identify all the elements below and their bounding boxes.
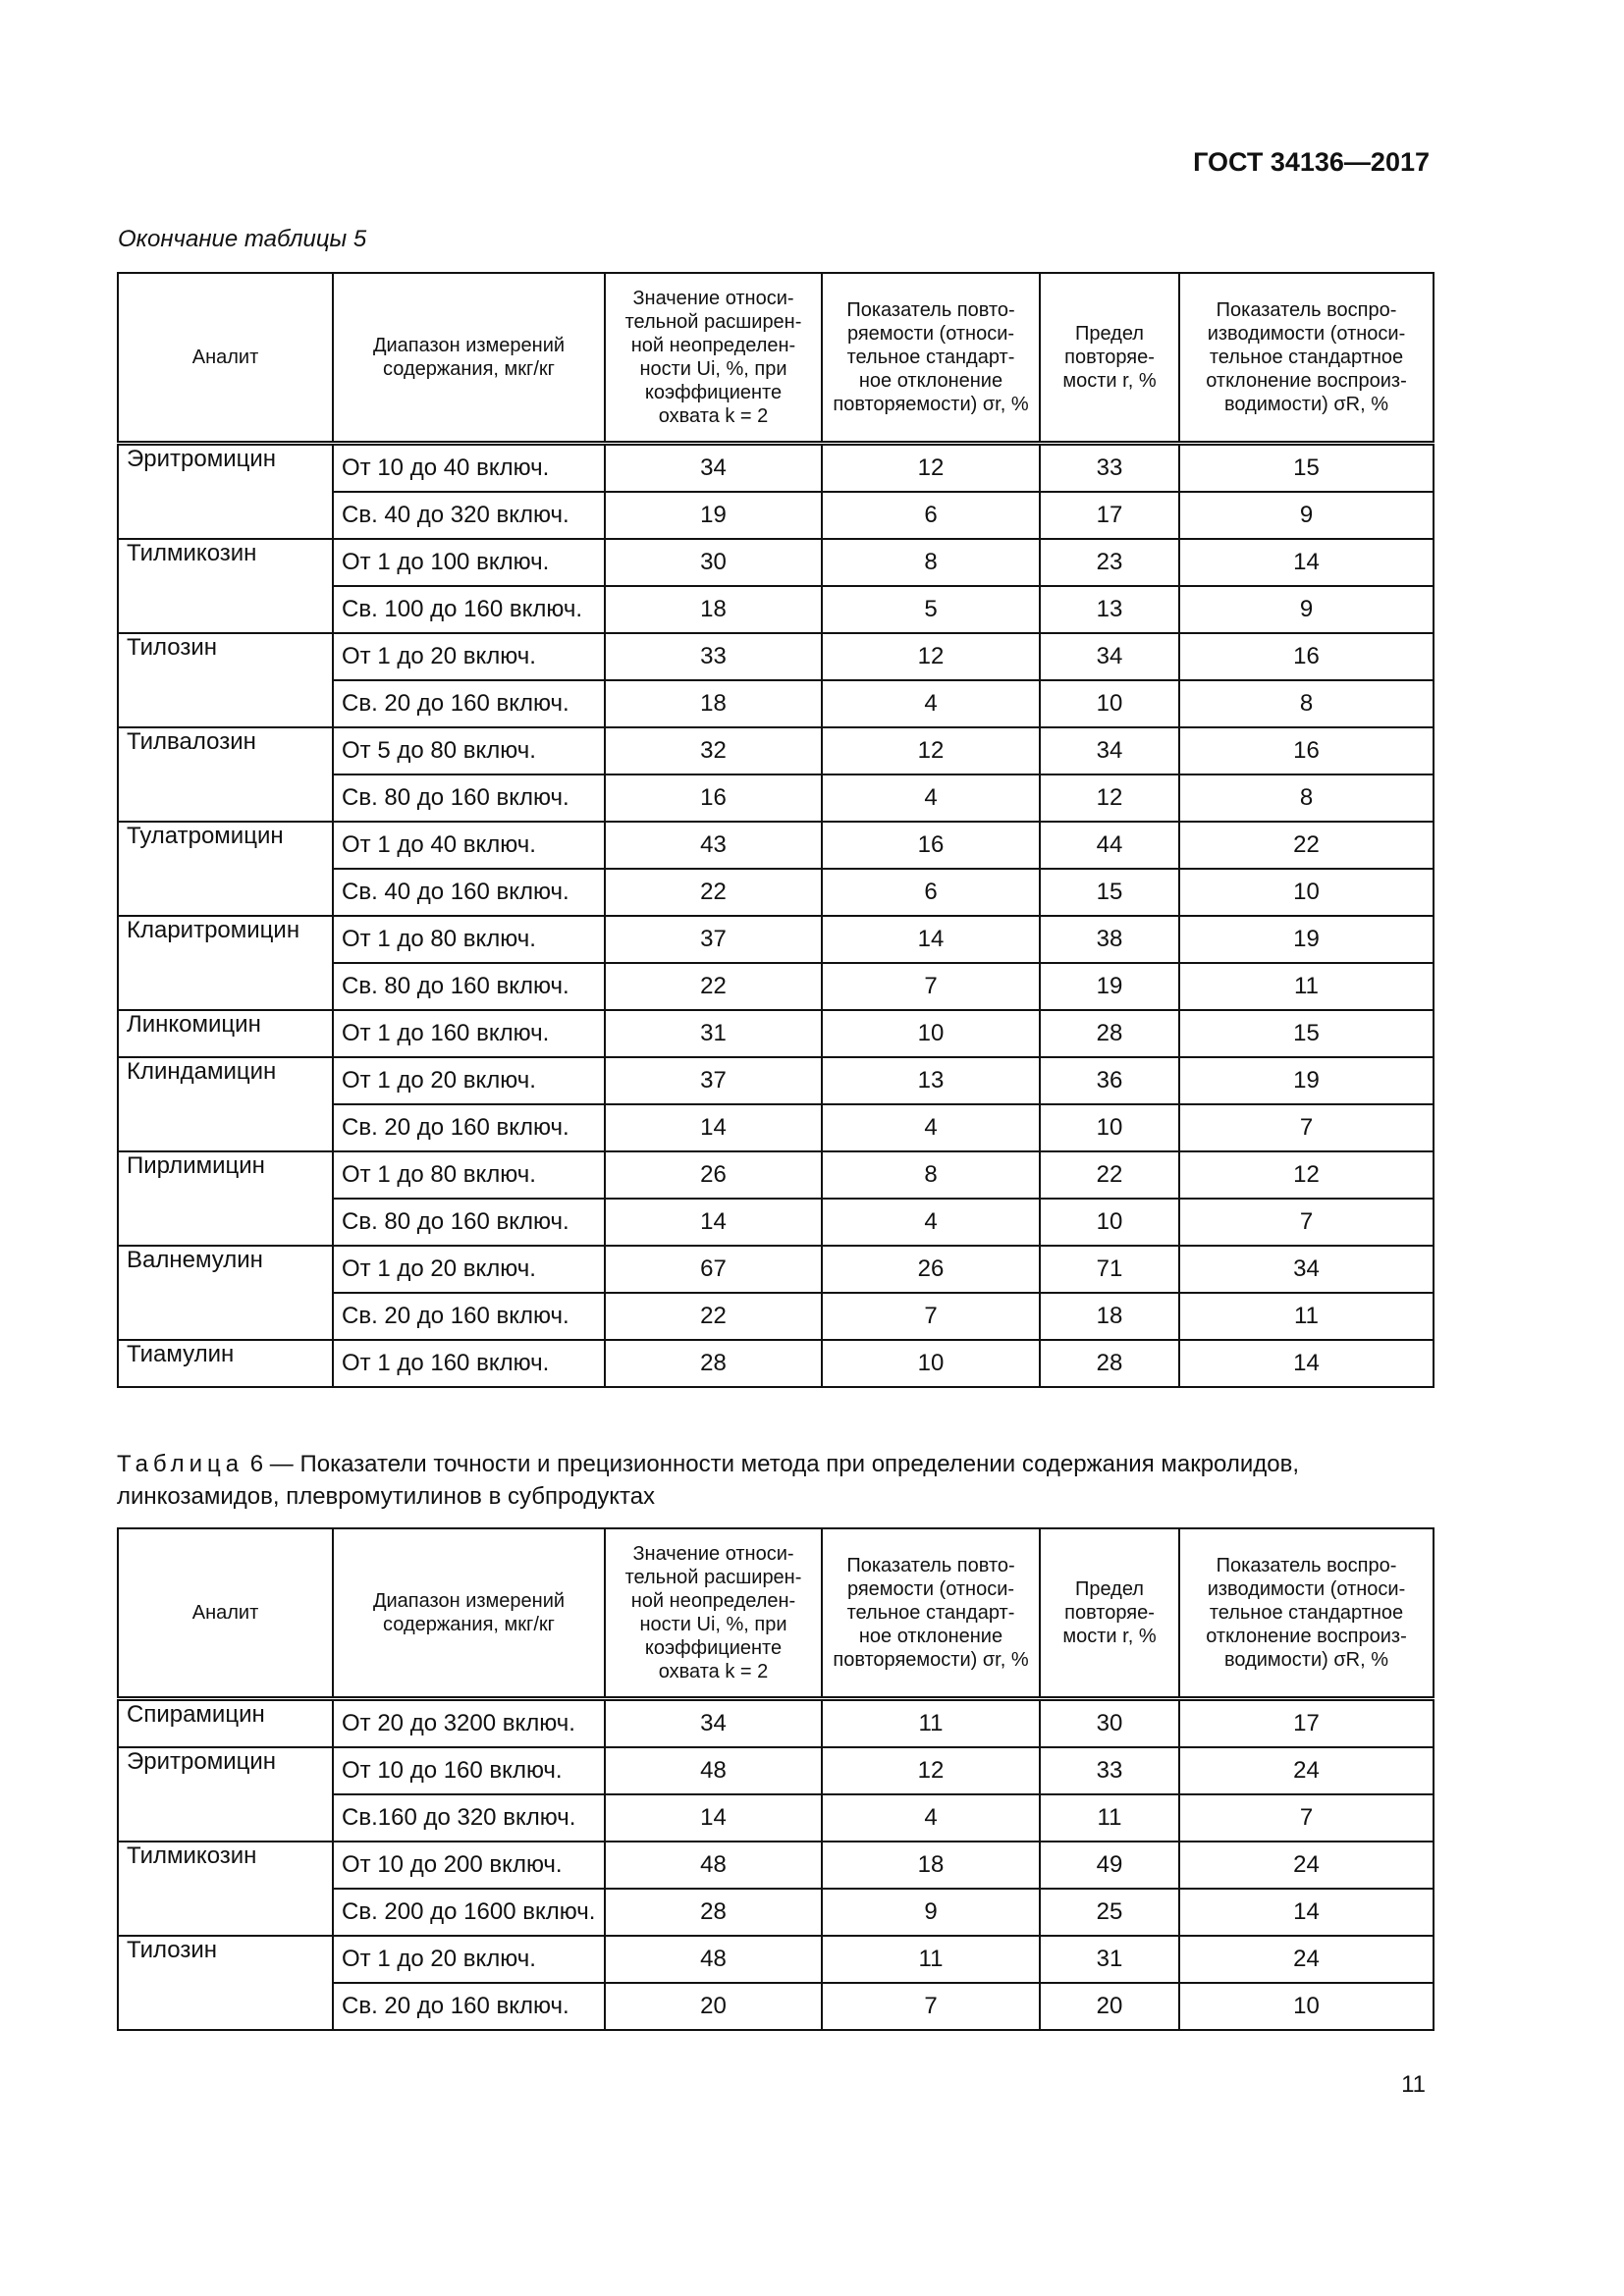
- reproducibility-index-cell: 11: [1179, 1293, 1434, 1340]
- table5-body: [118, 444, 1434, 1388]
- uncertainty-cell: 16: [605, 774, 822, 822]
- reproducibility-index-cell: 15: [1179, 1010, 1434, 1057]
- reproducibility-index-cell: 14: [1179, 1889, 1434, 1936]
- repeatability-limit-cell: 25: [1040, 1889, 1179, 1936]
- reproducibility-index-cell: 9: [1179, 586, 1434, 633]
- repeatability-index-cell: 6: [822, 492, 1040, 539]
- repeatability-index-cell: 7: [822, 1983, 1040, 2030]
- col-header-analyte: Аналит: [118, 1528, 333, 1699]
- analyte-cell: Тиамулин: [118, 1340, 333, 1387]
- analyte-cell: Тилозин: [118, 1936, 333, 2030]
- col-header-uncertainty: Значение относи-тельной расширен-ной неопределен-ности Ui, %, при коэффициенте охвата k = 2: [605, 273, 822, 444]
- repeatability-limit-cell: 28: [1040, 1010, 1179, 1057]
- range-cell: От 20 до 3200 включ.: [333, 1699, 605, 1748]
- repeatability-limit-cell: 34: [1040, 727, 1179, 774]
- analyte-cell: Спирамицин: [118, 1699, 333, 1748]
- repeatability-limit-cell: 49: [1040, 1842, 1179, 1889]
- range-cell: От 10 до 160 включ.: [333, 1747, 605, 1794]
- range-cell: От 1 до 160 включ.: [333, 1340, 605, 1387]
- repeatability-limit-cell: 33: [1040, 1747, 1179, 1794]
- table-row: [118, 1151, 1434, 1199]
- uncertainty-cell: 67: [605, 1246, 822, 1293]
- reproducibility-index-cell: 19: [1179, 1057, 1434, 1104]
- reproducibility-index-cell: 11: [1179, 963, 1434, 1010]
- range-cell: От 10 до 40 включ.: [333, 444, 605, 493]
- analyte-cell: Кларитромицин: [118, 916, 333, 1010]
- col-header-reproducibility-index: Показатель воспро-изводимости (относи-тельное стандартное отклонение воспроиз-водимости) σR, %: [1179, 273, 1434, 444]
- repeatability-limit-cell: 13: [1040, 586, 1179, 633]
- uncertainty-cell: 43: [605, 822, 822, 869]
- range-cell: Св. 200 до 1600 включ.: [333, 1889, 605, 1936]
- repeatability-index-cell: 26: [822, 1246, 1040, 1293]
- repeatability-index-cell: 4: [822, 680, 1040, 727]
- analyte-cell: Валнемулин: [118, 1246, 333, 1340]
- repeatability-index-cell: 16: [822, 822, 1040, 869]
- range-cell: От 1 до 100 включ.: [333, 539, 605, 586]
- repeatability-index-cell: 12: [822, 1747, 1040, 1794]
- page-number: 11: [1401, 2071, 1426, 2098]
- repeatability-index-cell: 7: [822, 963, 1040, 1010]
- uncertainty-cell: 31: [605, 1010, 822, 1057]
- table5-header-row: [118, 273, 1434, 444]
- table6-caption: [117, 1448, 1433, 1513]
- uncertainty-cell: 22: [605, 1293, 822, 1340]
- range-cell: Св. 80 до 160 включ.: [333, 774, 605, 822]
- reproducibility-index-cell: 12: [1179, 1151, 1434, 1199]
- reproducibility-index-cell: 8: [1179, 774, 1434, 822]
- table6-body: [118, 1699, 1434, 2031]
- range-cell: Св.160 до 320 включ.: [333, 1794, 605, 1842]
- table-row: [118, 1699, 1434, 1748]
- repeatability-index-cell: 10: [822, 1010, 1040, 1057]
- repeatability-index-cell: 12: [822, 633, 1040, 680]
- reproducibility-index-cell: 22: [1179, 822, 1434, 869]
- col-header-repeatability-index: Показатель повто-ряемости (относи-тельное стандарт-ное отклонение повторяемости) σr, %: [822, 1528, 1040, 1699]
- uncertainty-cell: 22: [605, 963, 822, 1010]
- uncertainty-cell: 14: [605, 1199, 822, 1246]
- uncertainty-cell: 18: [605, 680, 822, 727]
- analyte-cell: Эритромицин: [118, 1747, 333, 1842]
- table-row: [118, 916, 1434, 963]
- uncertainty-cell: 37: [605, 916, 822, 963]
- table-row: [118, 1842, 1434, 1889]
- reproducibility-index-cell: 34: [1179, 1246, 1434, 1293]
- reproducibility-index-cell: 14: [1179, 539, 1434, 586]
- repeatability-index-cell: 10: [822, 1340, 1040, 1387]
- reproducibility-index-cell: 17: [1179, 1699, 1434, 1748]
- col-header-range: Диапазон измерений содержания, мкг/кг: [333, 1528, 605, 1699]
- uncertainty-cell: 34: [605, 1699, 822, 1748]
- table-row: [118, 1010, 1434, 1057]
- uncertainty-cell: 14: [605, 1104, 822, 1151]
- range-cell: От 1 до 80 включ.: [333, 916, 605, 963]
- reproducibility-index-cell: 16: [1179, 633, 1434, 680]
- uncertainty-cell: 48: [605, 1747, 822, 1794]
- reproducibility-index-cell: 7: [1179, 1794, 1434, 1842]
- range-cell: От 1 до 160 включ.: [333, 1010, 605, 1057]
- col-header-reproducibility-index: Показатель воспро-изводимости (относи-тельное стандартное отклонение воспроиз-водимости) σR, %: [1179, 1528, 1434, 1699]
- range-cell: Св. 20 до 160 включ.: [333, 1983, 605, 2030]
- table-row: [118, 1057, 1434, 1104]
- analyte-cell: Пирлимицин: [118, 1151, 333, 1246]
- range-cell: Св. 20 до 160 включ.: [333, 1104, 605, 1151]
- repeatability-index-cell: 12: [822, 727, 1040, 774]
- table6-caption-text: 6 — Показатели точности и прецизионности метода при определении содержания макролидов, линкозамидов, плевромутилинов в субпродуктах: [117, 1451, 1300, 1510]
- reproducibility-index-cell: 15: [1179, 444, 1434, 493]
- analyte-cell: Клиндамицин: [118, 1057, 333, 1151]
- table-row: [118, 539, 1434, 586]
- repeatability-limit-cell: 10: [1040, 1104, 1179, 1151]
- col-header-analyte: Аналит: [118, 273, 333, 444]
- repeatability-limit-cell: 34: [1040, 633, 1179, 680]
- range-cell: От 1 до 20 включ.: [333, 1057, 605, 1104]
- uncertainty-cell: 28: [605, 1889, 822, 1936]
- uncertainty-cell: 48: [605, 1936, 822, 1983]
- repeatability-index-cell: 5: [822, 586, 1040, 633]
- table-row: [118, 444, 1434, 493]
- range-cell: От 1 до 40 включ.: [333, 822, 605, 869]
- reproducibility-index-cell: 10: [1179, 869, 1434, 916]
- uncertainty-cell: 37: [605, 1057, 822, 1104]
- repeatability-limit-cell: 38: [1040, 916, 1179, 963]
- repeatability-limit-cell: 36: [1040, 1057, 1179, 1104]
- range-cell: От 5 до 80 включ.: [333, 727, 605, 774]
- repeatability-index-cell: 11: [822, 1936, 1040, 1983]
- range-cell: Св. 80 до 160 включ.: [333, 963, 605, 1010]
- table-row: [118, 727, 1434, 774]
- repeatability-limit-cell: 12: [1040, 774, 1179, 822]
- uncertainty-cell: 32: [605, 727, 822, 774]
- table5: [117, 272, 1435, 1388]
- repeatability-limit-cell: 31: [1040, 1936, 1179, 1983]
- uncertainty-cell: 33: [605, 633, 822, 680]
- analyte-cell: Тилмикозин: [118, 539, 333, 633]
- table-row: [118, 1936, 1434, 1983]
- range-cell: От 1 до 20 включ.: [333, 1246, 605, 1293]
- uncertainty-cell: 28: [605, 1340, 822, 1387]
- reproducibility-index-cell: 8: [1179, 680, 1434, 727]
- col-header-repeatability-limit: Предел повторяе-мости r, %: [1040, 273, 1179, 444]
- repeatability-index-cell: 7: [822, 1293, 1040, 1340]
- reproducibility-index-cell: 24: [1179, 1936, 1434, 1983]
- repeatability-index-cell: 4: [822, 1199, 1040, 1246]
- table6-caption-label: Таблица: [117, 1451, 244, 1477]
- reproducibility-index-cell: 7: [1179, 1104, 1434, 1151]
- uncertainty-cell: 20: [605, 1983, 822, 2030]
- uncertainty-cell: 48: [605, 1842, 822, 1889]
- reproducibility-index-cell: 24: [1179, 1747, 1434, 1794]
- repeatability-index-cell: 4: [822, 1104, 1040, 1151]
- repeatability-index-cell: 6: [822, 869, 1040, 916]
- repeatability-limit-cell: 15: [1040, 869, 1179, 916]
- repeatability-limit-cell: 19: [1040, 963, 1179, 1010]
- repeatability-limit-cell: 11: [1040, 1794, 1179, 1842]
- analyte-cell: Тилозин: [118, 633, 333, 727]
- repeatability-limit-cell: 23: [1040, 539, 1179, 586]
- analyte-cell: Тилвалозин: [118, 727, 333, 822]
- col-header-uncertainty: Значение относи-тельной расширен-ной неопределен-ности Ui, %, при коэффициенте охвата k = 2: [605, 1528, 822, 1699]
- repeatability-index-cell: 4: [822, 774, 1040, 822]
- reproducibility-index-cell: 24: [1179, 1842, 1434, 1889]
- analyte-cell: Эритромицин: [118, 444, 333, 540]
- table-row: [118, 822, 1434, 869]
- range-cell: Св. 100 до 160 включ.: [333, 586, 605, 633]
- uncertainty-cell: 26: [605, 1151, 822, 1199]
- col-header-repeatability-index: Показатель повто-ряемости (относи-тельное стандарт-ное отклонение повторяемости) σr, %: [822, 273, 1040, 444]
- repeatability-index-cell: 12: [822, 444, 1040, 493]
- repeatability-limit-cell: 22: [1040, 1151, 1179, 1199]
- range-cell: От 1 до 80 включ.: [333, 1151, 605, 1199]
- repeatability-index-cell: 9: [822, 1889, 1040, 1936]
- repeatability-index-cell: 11: [822, 1699, 1040, 1748]
- range-cell: От 1 до 20 включ.: [333, 1936, 605, 1983]
- analyte-cell: Тилмикозин: [118, 1842, 333, 1936]
- uncertainty-cell: 19: [605, 492, 822, 539]
- uncertainty-cell: 18: [605, 586, 822, 633]
- uncertainty-cell: 30: [605, 539, 822, 586]
- repeatability-limit-cell: 30: [1040, 1699, 1179, 1748]
- table-row: [118, 633, 1434, 680]
- table6: [117, 1527, 1435, 2031]
- col-header-range: Диапазон измерений содержания, мкг/кг: [333, 273, 605, 444]
- range-cell: Св. 20 до 160 включ.: [333, 1293, 605, 1340]
- table6-header-row: [118, 1528, 1434, 1699]
- repeatability-index-cell: 14: [822, 916, 1040, 963]
- analyte-cell: Тулатромицин: [118, 822, 333, 916]
- repeatability-index-cell: 8: [822, 1151, 1040, 1199]
- repeatability-limit-cell: 10: [1040, 1199, 1179, 1246]
- reproducibility-index-cell: 19: [1179, 916, 1434, 963]
- range-cell: Св. 20 до 160 включ.: [333, 680, 605, 727]
- repeatability-index-cell: 18: [822, 1842, 1040, 1889]
- uncertainty-cell: 14: [605, 1794, 822, 1842]
- repeatability-index-cell: 8: [822, 539, 1040, 586]
- repeatability-limit-cell: 71: [1040, 1246, 1179, 1293]
- repeatability-limit-cell: 44: [1040, 822, 1179, 869]
- reproducibility-index-cell: 10: [1179, 1983, 1434, 2030]
- repeatability-index-cell: 13: [822, 1057, 1040, 1104]
- repeatability-limit-cell: 18: [1040, 1293, 1179, 1340]
- reproducibility-index-cell: 16: [1179, 727, 1434, 774]
- reproducibility-index-cell: 14: [1179, 1340, 1434, 1387]
- reproducibility-index-cell: 9: [1179, 492, 1434, 539]
- document-code: ГОСТ 34136—2017: [1193, 147, 1430, 177]
- table-row: [118, 1747, 1434, 1794]
- range-cell: Св. 40 до 160 включ.: [333, 869, 605, 916]
- table5-caption: Окончание таблицы 5: [118, 226, 367, 252]
- col-header-repeatability-limit: Предел повторяе-мости r, %: [1040, 1528, 1179, 1699]
- uncertainty-cell: 22: [605, 869, 822, 916]
- range-cell: От 10 до 200 включ.: [333, 1842, 605, 1889]
- range-cell: Св. 40 до 320 включ.: [333, 492, 605, 539]
- range-cell: Св. 80 до 160 включ.: [333, 1199, 605, 1246]
- table-row: [118, 1246, 1434, 1293]
- uncertainty-cell: 34: [605, 444, 822, 493]
- range-cell: От 1 до 20 включ.: [333, 633, 605, 680]
- table-row: [118, 1340, 1434, 1387]
- repeatability-limit-cell: 17: [1040, 492, 1179, 539]
- repeatability-limit-cell: 20: [1040, 1983, 1179, 2030]
- repeatability-limit-cell: 10: [1040, 680, 1179, 727]
- repeatability-index-cell: 4: [822, 1794, 1040, 1842]
- reproducibility-index-cell: 7: [1179, 1199, 1434, 1246]
- repeatability-limit-cell: 33: [1040, 444, 1179, 493]
- repeatability-limit-cell: 28: [1040, 1340, 1179, 1387]
- analyte-cell: Линкомицин: [118, 1010, 333, 1057]
